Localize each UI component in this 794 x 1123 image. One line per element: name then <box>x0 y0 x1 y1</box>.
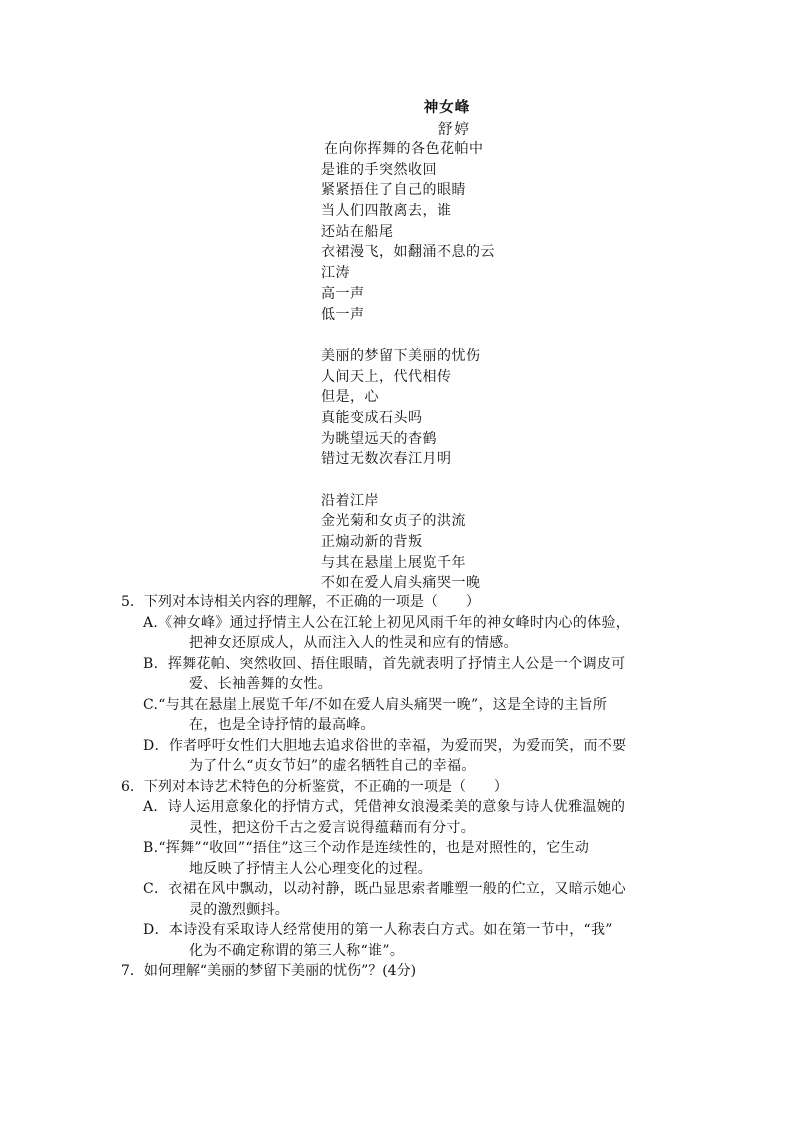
question-7 <box>121 961 681 982</box>
poem-line: 衣裙漫飞，如翻涌不息的云 <box>321 244 495 261</box>
poem-line: 当人们四散离去，谁 <box>321 203 452 220</box>
poem-line: 紧紧捂住了自己的眼睛 <box>321 182 466 199</box>
answer-option <box>119 838 681 879</box>
poem-line: 沿着江岸 <box>321 492 379 509</box>
answer-option <box>119 920 681 961</box>
poem-line: 正煽动新的背叛 <box>321 534 423 551</box>
option-text-line: A．诗人运用意象化的抒情方式，凭借神女浪漫柔美的意象与诗人优雅温婉的 <box>143 799 626 815</box>
answer-option <box>119 736 681 777</box>
option-text-line: 地反映了抒情主人公心理变化的过程。 <box>189 860 433 877</box>
option-text-line: 灵的激烈颤抖。 <box>189 901 290 918</box>
poem-author: 舒婷 <box>438 122 471 138</box>
answer-option <box>119 613 681 654</box>
poem-line: 低一声 <box>321 306 365 323</box>
question-6 <box>121 777 681 962</box>
poem-line: 错过无数次春江月明 <box>321 451 452 468</box>
option-text-line: 为了什么“贞女节妇”的虚名牺牲自己的幸福。 <box>189 758 476 774</box>
poem-line: 还站在船尾 <box>321 223 394 240</box>
option-text-line: 在，也是全诗抒情的最高峰。 <box>189 717 375 733</box>
option-text-line: B．挥舞花帕、突然收回、捂住眼睛，首先就表明了抒情主人公是一个调皮可 <box>143 655 626 672</box>
answer-option <box>119 654 681 695</box>
option-text-line: 爱、长袖善舞的女性。 <box>189 676 332 692</box>
poem-body <box>321 139 495 594</box>
option-text-line: C．衣裙在风中飘动，以动衬静，既凸显思索者雕塑一般的伫立，又暗示她心 <box>143 881 626 897</box>
poem-line: 高一声 <box>321 285 365 302</box>
option-text-line: 化为不确定称谓的第三人称“谁”。 <box>189 942 405 959</box>
option-text-line: D．作者呼吁女性们大胆地去追求俗世的幸福，为爱而哭，为爱而笑，而不要 <box>143 737 627 754</box>
option-text-line: D．本诗没有采取诗人经常使用的第一人称表白方式。如在第一节中，“我” <box>143 922 613 938</box>
question-stem: 7．如何理解“美丽的梦留下美丽的忧伤”？(4分) <box>121 963 417 979</box>
poem-line: 真能变成石头吗 <box>321 409 423 426</box>
poem-line: 江涛 <box>321 265 350 282</box>
question-stem: 6．下列对本诗艺术特色的分析鉴赏，不正确的一项是（ ） <box>121 778 508 795</box>
poem-line: 人间天上，代代相传 <box>321 368 452 385</box>
question-stem: 5．下列对本诗相关内容的理解，不正确的一项是（ ） <box>121 594 480 610</box>
poem-line: 是谁的手突然收回 <box>321 161 437 178</box>
option-text-line: C.“与其在悬崖上展览千年/不如在爱人肩头痛哭一晚”，这是全诗的主旨所 <box>143 696 608 713</box>
option-text-line: 灵性，把这份千古之爱言说得蕴藉而有分寸。 <box>189 819 475 836</box>
stanza-gap <box>321 325 495 346</box>
poem-line: 与其在悬崖上展览千年 <box>321 554 466 571</box>
option-text-line: 把神女还原成人，从而注入人的性灵和应有的情感。 <box>189 635 518 651</box>
poem-title: 神女峰 <box>423 99 471 116</box>
poem-line: 不如在爱人肩头痛哭一晚 <box>321 575 481 592</box>
option-text-line: B.“挥舞”“收回”“捂住”这三个动作是连续性的，也是对照性的，它生动 <box>143 840 590 856</box>
answer-option <box>119 797 681 838</box>
poem-line: 在向你挥舞的各色花帕中 <box>324 141 484 157</box>
answer-option <box>119 879 681 920</box>
question-list <box>121 592 681 982</box>
poem-line: 金光菊和女贞子的洪流 <box>321 513 466 530</box>
poem-line: 但是，心 <box>321 389 379 406</box>
option-text-line: A.《神女峰》通过抒情主人公在江轮上初见风雨千年的神女峰时内心的体验， <box>143 614 631 631</box>
question-5 <box>121 592 681 777</box>
answer-option <box>119 695 681 736</box>
poem-line: 美丽的梦留下美丽的忧伤 <box>321 347 481 364</box>
stanza-gap <box>321 470 495 491</box>
poem-line: 为眺望远天的杳鹤 <box>321 430 437 447</box>
